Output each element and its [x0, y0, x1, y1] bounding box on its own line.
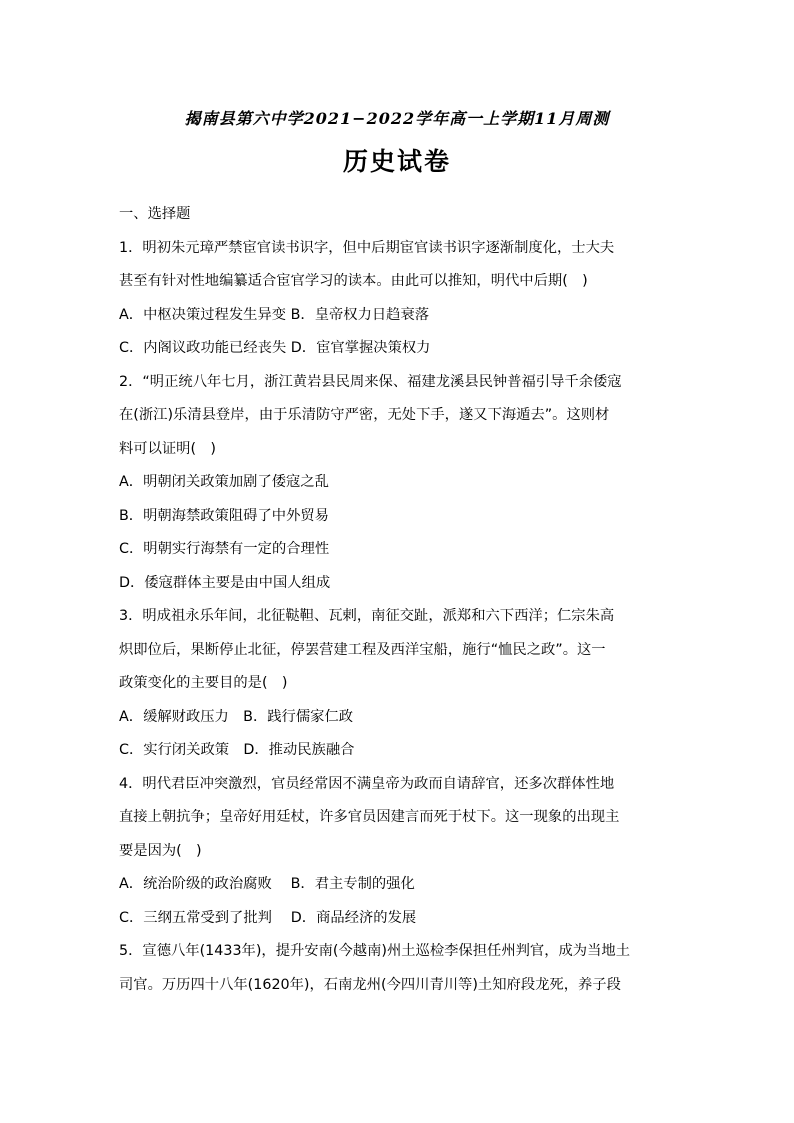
- question-4: [119, 768, 679, 936]
- exam-content: [119, 198, 679, 1002]
- exam-title: 历史试卷: [342, 147, 451, 176]
- question-line: 5．宣德八年(1433年)，提升安南(今越南)州土巡检李保担任州判官，成为当地土: [119, 943, 630, 959]
- answer-option: C．内阁议政功能已经丧失 D．宦官掌握决策权力: [119, 340, 431, 356]
- question-line: 甚至有针对性地编纂适合宦官学习的读本。由此可以推知，明代中后期( ): [119, 273, 588, 289]
- question-1: [119, 232, 679, 366]
- answer-option: B．明朝海禁政策阻碍了中外贸易: [119, 507, 329, 524]
- answer-option: D．倭寇群体主要是由中国人组成: [119, 574, 331, 591]
- question-line: 2．“明正统八年七月，浙江黄岩县民周来保、福建龙溪县民钟普福引导千余倭寇: [119, 373, 622, 390]
- question-5: [119, 935, 679, 1002]
- question-line: 炽即位后，果断停止北征，停罢营建工程及西洋宝船，施行“恤民之政”。这一: [119, 641, 606, 658]
- exam-header: 揭南县第六中学2021−2022学年高一上学期11月周测: [184, 109, 610, 128]
- section-heading: 一、选择题: [119, 206, 191, 222]
- question-line: 4．明代君臣冲突激烈，官员经常因不满皇帝为政而自请辞官，还多次群体性地: [119, 775, 615, 792]
- question-line: 3．明成祖永乐年间，北征鞑靼、瓦剌，南征交趾，派郑和六下西洋；仁宗朱高: [119, 608, 615, 624]
- answer-option: C．三纲五常受到了批判 D．商品经济的发展: [119, 909, 417, 926]
- answer-option: A．统治阶级的政治腐败 B．君主专制的强化: [119, 876, 415, 892]
- answer-option: A．明朝闭关政策加剧了倭寇之乱: [119, 474, 329, 490]
- answer-option: C．明朝实行海禁有一定的合理性: [119, 541, 330, 557]
- question-line: 政策变化的主要目的是( ): [119, 675, 288, 691]
- question-2: [119, 366, 679, 601]
- answer-option: C．实行闭关政策 D．推动民族融合: [119, 742, 355, 758]
- question-line: 1．明初朱元璋严禁宦官读书识字，但中后期宦官读书识字逐渐制度化，士大夫: [119, 239, 615, 256]
- question-line: 直接上朝抗争；皇帝好用廷杖，许多官员因建言而死于杖下。这一现象的出现主: [119, 809, 620, 825]
- question-3: [119, 600, 679, 768]
- question-line: 在(浙江)乐清县登岸，由于乐清防守严密，无处下手，遂又下海遁去”。这则材: [119, 407, 610, 423]
- answer-option: A．中枢决策过程发生异变 B．皇帝权力日趋衰落: [119, 306, 430, 323]
- question-line: 料可以证明( ): [119, 440, 216, 457]
- question-line: 要是因为( ): [119, 842, 202, 859]
- question-line: 司官。万历四十八年(1620年)，石南龙州(今四川青川等)土知府段龙死，养子段: [119, 976, 621, 993]
- answer-option: A．缓解财政压力 B．践行儒家仁政: [119, 708, 354, 725]
